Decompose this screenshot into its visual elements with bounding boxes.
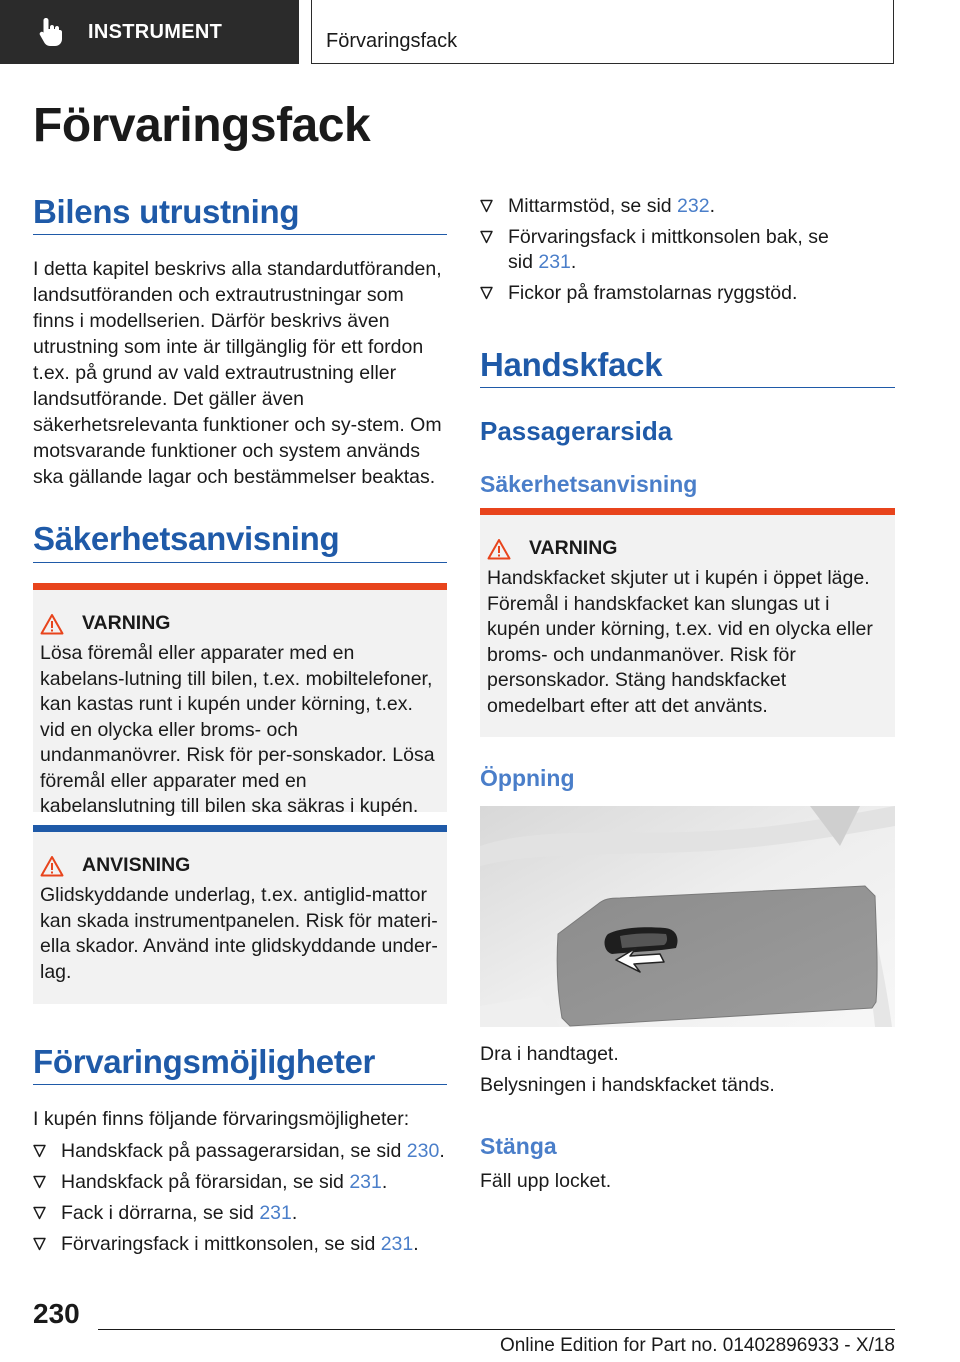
storage-heading-rule [33,1084,447,1085]
section-tab [0,0,299,64]
page-number: 230 [33,1298,80,1329]
glovebox-heading: Handskfack [480,346,663,383]
footer-rule [98,1329,895,1330]
glovebox-warning-box [480,508,895,737]
list-item-text: Handskfack på förarsidan, se sid [61,1171,350,1193]
safety-heading-rule [33,562,447,563]
glovebox-warning-text: Handskfacket skjuter ut i kupén i öppet läge. Föremål i handskfacket kan slungas ut i kupén under körning, t.ex. vid en olycka eller broms- och undanmanöver. Risk för personskador. Stäng handskfacket omedelbart efter att det använts. [487,567,873,717]
bullet-triangle-icon [480,199,493,213]
warning-title: VARNING [82,612,171,634]
page-link[interactable]: 231 [259,1202,292,1224]
glovebox-warning-title: VARNING [529,537,618,559]
closing-text: Fäll upp locket. [480,1170,612,1192]
list-item: Förvaringsfack i mittkonsolen bak, se sid 231. [480,225,848,275]
list-item [480,281,896,306]
notice-text: Glidskyddande underlag, t.ex. antiglid-mattor kan skada instrumentpanelen. Risk för materi‐ella skador. Använd inte glidskyddande under‐lag. [40,884,438,983]
safety-heading: Säkerhetsanvisning [33,520,340,557]
section-tab-label: INSTRUMENT [88,20,223,43]
bullet-triangle-icon [480,286,493,300]
list-item-text: Handskfack på passagerarsidan, se sid [61,1140,407,1162]
page-link[interactable]: 231 [349,1171,382,1193]
storage-heading: Förvaringsmöjligheter [33,1043,376,1080]
opening-text-1: Dra i handtaget. [480,1043,619,1065]
glovebox-photo [480,806,895,1027]
notice-title: ANVISNING [82,854,191,876]
bullet-triangle-icon [33,1175,46,1189]
warning-triangle-icon [487,538,511,560]
storage-list-continued [480,194,896,312]
closing-heading: Stänga [480,1133,557,1159]
list-item-text: Mittarmstöd, se sid [508,195,678,217]
footer-edition: Online Edition for Part no. 01402896933 - X/18 [499,1335,895,1356]
chapter-header [311,0,894,64]
page-title: Förvaringsfack [33,99,371,152]
equipment-heading-rule [33,234,447,235]
bullet-triangle-icon [33,1237,46,1251]
warning-triangle-icon [40,613,64,635]
page-link[interactable]: 231 [538,251,571,273]
chapter-header-label: Förvaringsfack [326,30,458,52]
glovebox-safety-heading: Säkerhetsanvisning [480,471,698,497]
storage-intro: I kupén finns följande förvaringsmöjligheter: [33,1108,410,1130]
warning-text: Lösa föremål eller apparater med en kabelans‐lutning till bilen, t.ex. mobiltelefoner, kan kastas runt i kupén under körning, t.ex. vid en olycka eller broms- och undanmanövrer. Risk för per‐sonskador. Lösa föremål eller apparater med en kabelanslutning till bilen ska säkras i kupén. [40,642,435,817]
warning-box [33,583,447,817]
list-item-text: Förvaringsfack i mittkonsolen bak, se sid [508,226,829,273]
notice-box-header [40,854,439,877]
notice-box [33,825,447,1004]
page-link[interactable]: 231 [380,1233,414,1255]
equipment-text: I detta kapitel beskrivs alla standardutföranden, landsutföranden och extrautrustningar som finns i modellserien. Därför beskrivs även utrustning som inte är tillgänglig för ett fordon t.ex. på grund av vald extrautrustning eller landsutförande. Det gäller även säkerhetsrelevanta funktioner och sy‐stem. Om motsvarande funktioner och system används ska gällande lagar och bestämmelser beaktas. [33,258,442,488]
passenger-side-heading: Passagerarsida [480,416,673,446]
bullet-triangle-icon [33,1206,46,1220]
storage-list [33,1139,449,1263]
list-item-text: Fickor på framstolarnas ryggstöd. [508,282,798,304]
list-item: Handskfack på förarsidan, se sid 231. [33,1170,449,1195]
glovebox-warning-header [487,537,887,560]
list-item: Förvaringsfack i mittkonsolen, se sid 231. [33,1232,449,1257]
page-link[interactable]: 232 [677,195,710,217]
pointing-hand-icon [34,15,68,49]
opening-text-2: Belysningen i handskfacket tänds. [480,1074,775,1096]
warning-triangle-icon [40,855,64,877]
list-item: Handskfack på passagerarsidan, se sid 230. [33,1139,449,1164]
equipment-heading: Bilens utrustning [33,193,300,230]
warning-box-header [40,612,439,635]
bullet-triangle-icon [33,1144,46,1158]
list-item-text: Förvaringsfack i mittkonsolen, se sid [61,1233,381,1255]
bullet-triangle-icon [480,230,493,244]
list-item: Fack i dörrarna, se sid 231. [33,1201,449,1226]
page-link[interactable]: 230 [406,1140,440,1162]
glovebox-heading-rule [480,387,895,388]
opening-heading: Öppning [480,765,575,791]
glovebox-illustration [480,806,895,1027]
list-item-text: Fack i dörrarna, se sid [61,1202,260,1224]
list-item: Mittarmstöd, se sid 232. [480,194,896,219]
